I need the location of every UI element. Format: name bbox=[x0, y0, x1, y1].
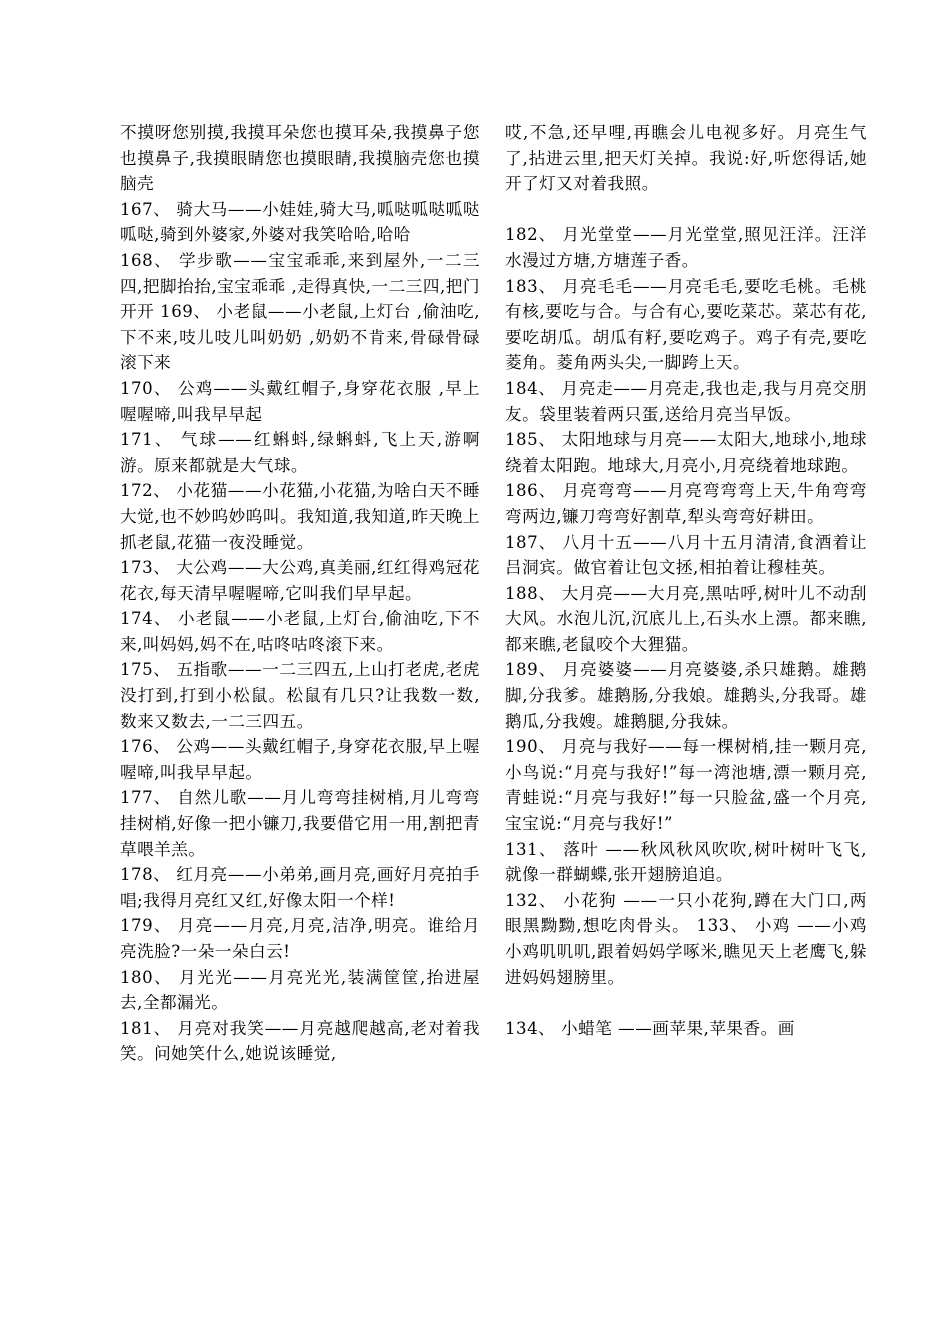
paragraph: 190、 月亮与我好——每一棵树梢,挂一颗月亮,小鸟说:“月亮与我好!”每一湾池塘,漂一颗月亮,青蛙说:“月亮与我好!”每一只脸盆,盛一个月亮,宝宝说:“月亮与我好!” bbox=[505, 737, 867, 834]
paragraph: 171、 气球——红蝌蚪,绿蝌蚪,飞上天,游啊游。原来都就是大气球。 bbox=[120, 430, 480, 475]
paragraph: 181、 月亮对我笑——月亮越爬越高,老对着我笑。问她笑什么,她说该睡觉, bbox=[120, 1018, 480, 1064]
paragraph: 179、 月亮——月亮,月亮,洁净,明亮。谁给月亮洗脸?一朵一朵白云! bbox=[120, 916, 480, 961]
paragraph: 188、 大月亮——大月亮,黑咕呼,树叶儿不动刮大风。水泡儿沉,沉底儿上,石头水上漂。都来瞧,都来瞧,老鼠咬个大狸猫。 bbox=[505, 583, 867, 654]
paragraph: 178、 红月亮——小弟弟,画月亮,画好月亮拍手唱;我得月亮红又红,好像太阳一个样! bbox=[120, 865, 480, 910]
paragraph: 172、 小花猫——小花猫,小花猫,为啥白天不睡大觉,也不妙呜妙呜叫。我知道,我知道,昨天晚上抓老鼠,花猫一夜没睡觉。 bbox=[120, 481, 480, 552]
paragraph: 187、 八月十五——八月十五月清清,食酒着让吕洞宾。做官着让包文拯,相拍着让穆桂英。 bbox=[505, 532, 867, 578]
paragraph: 132、 小花狗 ——一只小花狗,蹲在大门口,两眼黑黝黝,想吃肉骨头。 133、 小鸡 ——小鸡小鸡叽叽叽,跟着妈妈学啄米,瞧见天上老鹰飞,躲进妈妈翅膀里。 bbox=[505, 890, 867, 987]
paragraph: 不摸呀您别摸,我摸耳朵您也摸耳朵,我摸鼻子您也摸鼻子,我摸眼睛您也摸眼睛,我摸脑壳您也摸脑壳 bbox=[120, 123, 480, 194]
left-column bbox=[120, 120, 480, 1067]
right-column bbox=[505, 120, 867, 1041]
paragraph: 173、 大公鸡——大公鸡,真美丽,红红得鸡冠花花衣,每天清早喔喔啼,它叫我们早早起。 bbox=[120, 558, 480, 603]
paragraph: 168、 学步歌——宝宝乖乖,来到屋外,一二三四,把脚抬抬,宝宝乖乖 ,走得真快,一二三四,把门开开 169、 小老鼠——小老鼠,上灯台 ,偷油吃,下不来,吱儿吱儿叫奶奶 ,奶奶不肯来,骨碌骨碌滚下来 bbox=[120, 250, 480, 373]
paragraph: 167、 骑大马——小娃娃,骑大马,呱哒呱哒呱哒呱哒,骑到外婆家,外婆对我笑哈哈,哈哈 bbox=[120, 199, 480, 245]
paragraph: 134、 小蜡笔 ——画苹果,苹果香。画 bbox=[505, 1018, 795, 1038]
paragraph: 176、 公鸡——头戴红帽子,身穿花衣服,早上喔喔啼,叫我早早起。 bbox=[120, 737, 480, 782]
paragraph: 186、 月亮弯弯——月亮弯弯弯上天,牛角弯弯弯两边,镰刀弯弯好割草,犁头弯弯好耕田。 bbox=[505, 481, 867, 526]
paragraph: 174、 小老鼠——小老鼠,上灯台,偷油吃,下不来,叫妈妈,妈不在,咕咚咕咚滚下来。 bbox=[120, 609, 480, 654]
paragraph: 185、 太阳地球与月亮——太阳大,地球小,地球绕着太阳跑。地球大,月亮小,月亮绕着地球跑。 bbox=[505, 430, 867, 475]
paragraph: 183、 月亮毛毛——月亮毛毛,要吃毛桃。毛桃有核,要吃与合。与合有心,要吃菜芯。菜芯有花,要吃胡瓜。胡瓜有籽,要吃鸡子。鸡子有壳,要吃菱角。菱角两头尖,一脚跨上天。 bbox=[505, 276, 867, 373]
paragraph: 180、 月光光——月亮光光,装满筐筐,抬进屋去,全都漏光。 bbox=[120, 967, 480, 1013]
paragraph: 177、 自然儿歌——月儿弯弯挂树梢,月儿弯弯挂树梢,好像一把小镰刀,我要借它用一用,割把青草喂羊羔。 bbox=[120, 788, 480, 859]
paragraph: 184、 月亮走——月亮走,我也走,我与月亮交朋友。袋里装着两只蛋,送给月亮当早饭。 bbox=[505, 378, 867, 424]
paragraph: 175、 五指歌——一二三四五,上山打老虎,老虎没打到,打到小松鼠。松鼠有几只?让我数一数,数来又数去,一二三四五。 bbox=[120, 660, 480, 731]
paragraph: 131、 落叶 ——秋风秋风吹吹,树叶树叶飞飞,就像一群蝴蝶,张开翅膀追追。 bbox=[505, 839, 867, 885]
paragraph: 182、 月光堂堂——月光堂堂,照见汪洋。汪洋水漫过方塘,方塘莲子香。 bbox=[505, 225, 867, 270]
paragraph: 189、 月亮婆婆——月亮婆婆,杀只雄鹅。雄鹅脚,分我爹。雄鹅肠,分我娘。雄鹅头,分我哥。雄鹅瓜,分我嫂。雄鹅腿,分我妹。 bbox=[505, 660, 867, 731]
paragraph: 170、 公鸡——头戴红帽子,身穿花衣服 ,早上喔喔啼,叫我早早起 bbox=[120, 378, 480, 424]
paragraph: 哎,不急,还早哩,再瞧会儿电视多好。月亮生气了,拈进云里,把天灯关掉。我说:好,听您得话,她开了灯又对着我照。 bbox=[505, 123, 867, 194]
